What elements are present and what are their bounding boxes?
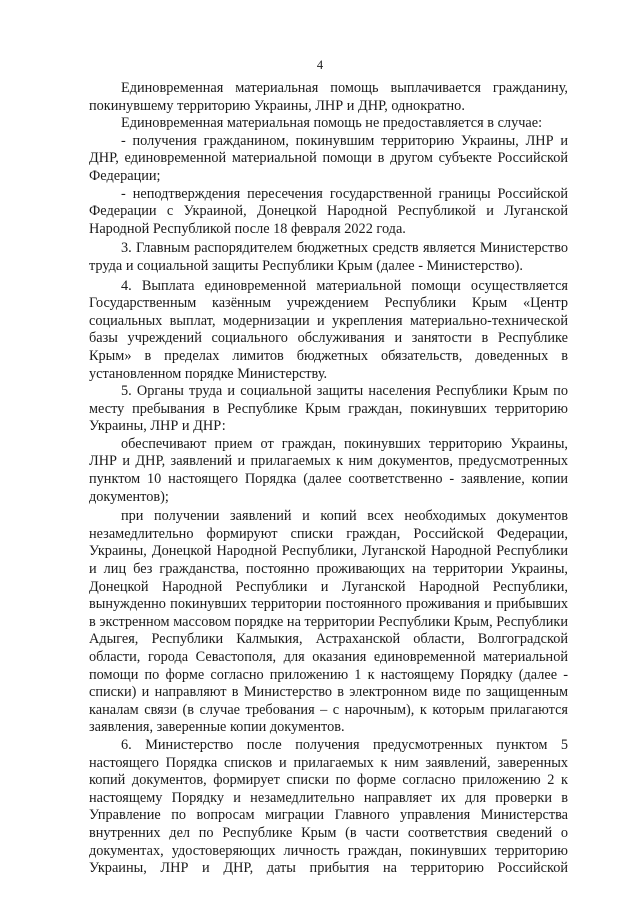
paragraph-item-4: 4. Выплата единовременной материальной помощи осуществляется Государственным казённым учреждением Республики Крым «Центр социальных выплат, модернизации и укрепления материально-технической базы учреждений социального обслуживания и занятости в Республике Крым» в пределах лимитов бюджетных обязательств, доведенных в установленном порядке Министерству. (89, 277, 568, 382)
paragraph-exception-other-region: - получения гражданином, покинувшим территорию Украины, ЛНР и ДНР, единовременной материальной помощи в другом субъекте Российской Федерации; (89, 132, 568, 184)
paragraph-item-5-reception: обеспечивают прием от граждан, покинувших территорию Украины, ЛНР и ДНР, заявлений и прилагаемых к ним документов, предусмотренных пунктом 10 настоящего Порядка (далее соответственно - заявление, копии документов); (89, 435, 568, 505)
page-number: 4 (316, 58, 324, 72)
document-body (89, 80, 568, 878)
paragraph-item-5: 5. Органы труда и социальной защиты населения Республики Крым по месту пребывания в Республике Крым граждан, покинувших территорию Украины, ЛНР и ДНР: (89, 383, 568, 435)
paragraph-exception-border: - неподтверждения пересечения государственной границы Российской Федерации с Украиной, Донецкой Народной Республикой и Луганской Народной Республикой после 18 февраля 2022 года. (89, 185, 568, 237)
paragraph-item-5-lists: при получении заявлений и копий всех необходимых документов незамедлительно формируют списки граждан, Российской Федерации, Украины, Донецкой Народной Республики, Луганской Народной Республики и лиц без гражданства, постоянно проживающих на территории Украины, Донецкой Народной Республики и Луганской Народной Республики, вынужденно покинувших территории постоянного проживания и прибывших в экстренном массовом порядке на территории Республики Крым, Республики Адыгея, Республики Калмыкия, Астраханской области, Волгоградской области, города Севастополя, для оказания единовременной материальной помощи по форме согласно приложению 1 к настоящему Порядку (далее - списки) и направляют в Министерство в электронном виде по защищенным каналам связи (в случае требования – с нарочным), к которым прилагаются заявления, заверенные копии документов. (89, 508, 568, 736)
paragraph-item-3: 3. Главным распорядителем бюджетных средств является Министерство труда и социальной защиты Республики Крым (далее - Министерство). (89, 240, 568, 274)
paragraph-item-6: 6. Министерство после получения предусмотренных пунктом 5 настоящего Порядка списков и прилагаемых к ним заявлений, заверенных копий документов, формирует списки по форме согласно приложению 2 к настоящему Порядку и незамедлительно направляет их для проверки в Управление по вопросам миграции Главного управления Министерства внутренних дел по Республике Крым (в части соответствия сведений о документах, удостоверяющих личность граждан, покинувших территорию Украины, ЛНР и ДНР, даты прибытия на территорию Российской (89, 736, 568, 877)
paragraph-payment-once: Единовременная материальная помощь выплачивается гражданину, покинувшему территорию Украины, ЛНР и ДНР, однократно. (89, 80, 568, 114)
paragraph-not-provided: Единовременная материальная помощь не предоставляется в случае: (121, 115, 543, 132)
